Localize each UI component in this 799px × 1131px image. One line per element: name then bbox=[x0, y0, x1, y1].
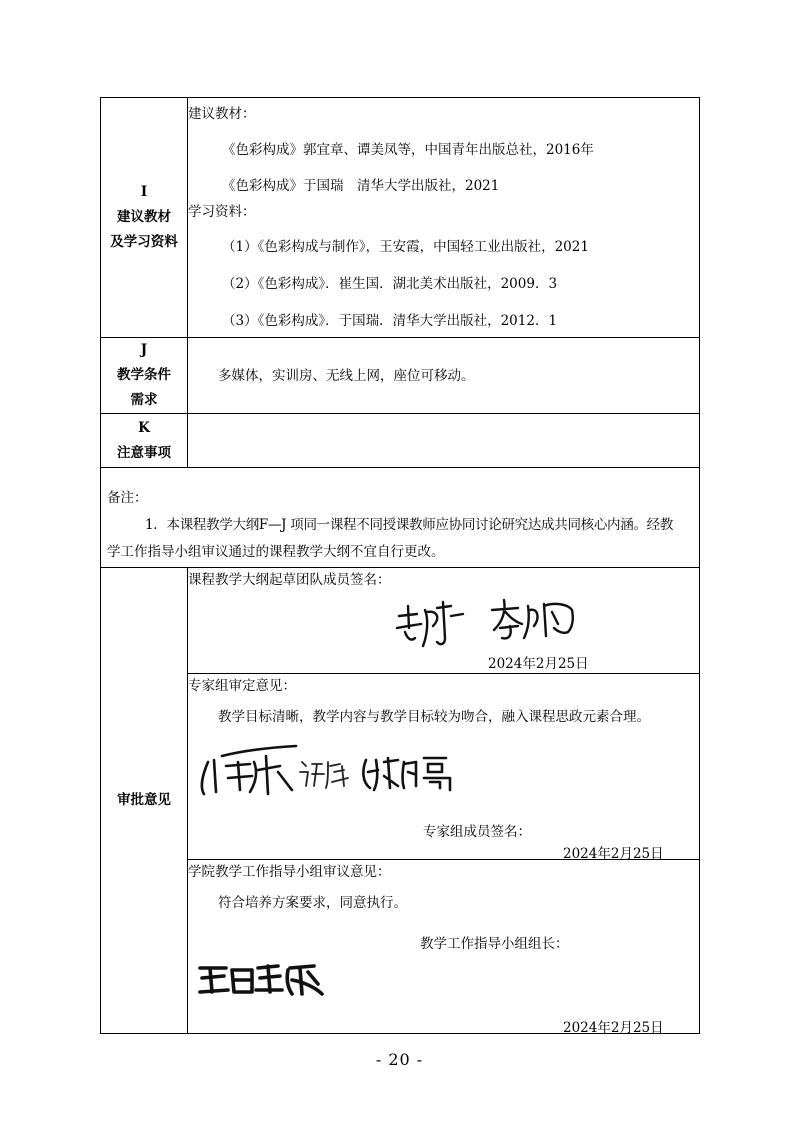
section-k-label bbox=[101, 414, 188, 468]
section-j-label-2: 需求 bbox=[130, 392, 158, 408]
section-j-label-1: 教学条件 bbox=[117, 367, 171, 383]
handwritten-signature-icon bbox=[358, 752, 458, 794]
section-j-row bbox=[101, 338, 700, 414]
syllabus-table bbox=[100, 97, 700, 1034]
remarks-line-2: 学工作指导小组审议通过的课程教学大纲不宜自行更改。 bbox=[107, 544, 445, 560]
section-i-label-2: 及学习资料 bbox=[110, 234, 178, 250]
material-item: （3）《色彩构成》．于国瑞．清华大学出版社，2012．1 bbox=[222, 313, 558, 329]
approval-label-text: 审批意见 bbox=[117, 792, 171, 808]
remarks-cell bbox=[101, 468, 700, 568]
remarks-line-1: 1．本课程教学大纲F—J 项同一课程不同授课教师应协同讨论研究达成共同核心内涵。经教 bbox=[145, 517, 674, 533]
college-signature-1 bbox=[196, 960, 326, 1000]
section-i-label-1: 建议教材 bbox=[117, 209, 171, 225]
handwritten-signature-icon bbox=[393, 598, 468, 653]
textbook-heading: 建议教材： bbox=[188, 106, 256, 122]
college-group-cell bbox=[188, 860, 700, 1034]
expert-row bbox=[101, 674, 700, 860]
textbook-item: 《色彩构成》于国瑞 清华大学出版社，2021 bbox=[222, 178, 500, 194]
material-item: （2）《色彩构成》．崔生国．湖北美术出版社，2009．3 bbox=[222, 276, 558, 292]
drafting-row bbox=[101, 568, 700, 674]
expert-date: 2024年2月25日 bbox=[563, 846, 664, 862]
section-k-row bbox=[101, 414, 700, 468]
section-i-code: I bbox=[140, 184, 148, 200]
section-j-label bbox=[101, 338, 188, 414]
handwritten-signature-icon bbox=[298, 756, 358, 792]
drafting-signature-2 bbox=[488, 596, 578, 646]
material-item: （1）《色彩构成与制作》，王安霞，中国轻工业出版社，2021 bbox=[222, 239, 589, 255]
materials-heading: 学习资料： bbox=[188, 204, 256, 220]
remarks-heading: 备注： bbox=[107, 490, 148, 506]
drafting-signature-1 bbox=[393, 598, 468, 653]
expert-group-opinion: 教学目标清晰，教学内容与教学目标较为吻合，融入课程思政元素合理。 bbox=[218, 709, 650, 725]
section-i-content bbox=[188, 98, 700, 338]
expert-signature-1 bbox=[192, 742, 302, 802]
college-date: 2024年2月25日 bbox=[563, 1020, 664, 1036]
approval-label bbox=[101, 568, 188, 1034]
drafting-team-cell bbox=[188, 568, 700, 674]
drafting-date: 2024年2月25日 bbox=[488, 656, 589, 672]
expert-signature-3 bbox=[358, 752, 458, 794]
textbook-item: 《色彩构成》郭宜章、谭美凤等，中国青年出版总社，2016年 bbox=[222, 142, 594, 158]
college-group-opinion: 符合培养方案要求，同意执行。 bbox=[218, 895, 407, 911]
drafting-team-heading: 课程教学大纲起草团队成员签名： bbox=[188, 572, 391, 588]
expert-group-cell bbox=[188, 674, 700, 860]
handwritten-signature-icon bbox=[192, 742, 302, 802]
section-i-label bbox=[101, 98, 188, 338]
section-k-content bbox=[188, 414, 700, 468]
section-j-code: J bbox=[140, 342, 148, 358]
section-k-label-text: 注意事项 bbox=[117, 444, 171, 461]
remarks-row bbox=[101, 468, 700, 568]
section-k-code: K bbox=[138, 419, 150, 436]
handwritten-signature-icon bbox=[196, 960, 326, 1000]
section-j-content bbox=[188, 338, 700, 414]
teaching-conditions: 多媒体，实训房、无线上网，座位可移动。 bbox=[218, 367, 475, 384]
expert-signature-2 bbox=[298, 756, 358, 792]
college-group-heading: 学院教学工作指导小组审议意见： bbox=[188, 864, 391, 880]
handwritten-signature-icon bbox=[488, 596, 578, 646]
college-row bbox=[101, 860, 700, 1034]
section-i-row bbox=[101, 98, 700, 338]
page-number: - 20 - bbox=[375, 1050, 424, 1069]
college-signature-label: 教学工作指导小组组长： bbox=[420, 936, 569, 952]
expert-signature-label: 专家组成员签名： bbox=[423, 824, 531, 840]
expert-group-heading: 专家组审定意见： bbox=[188, 678, 296, 694]
